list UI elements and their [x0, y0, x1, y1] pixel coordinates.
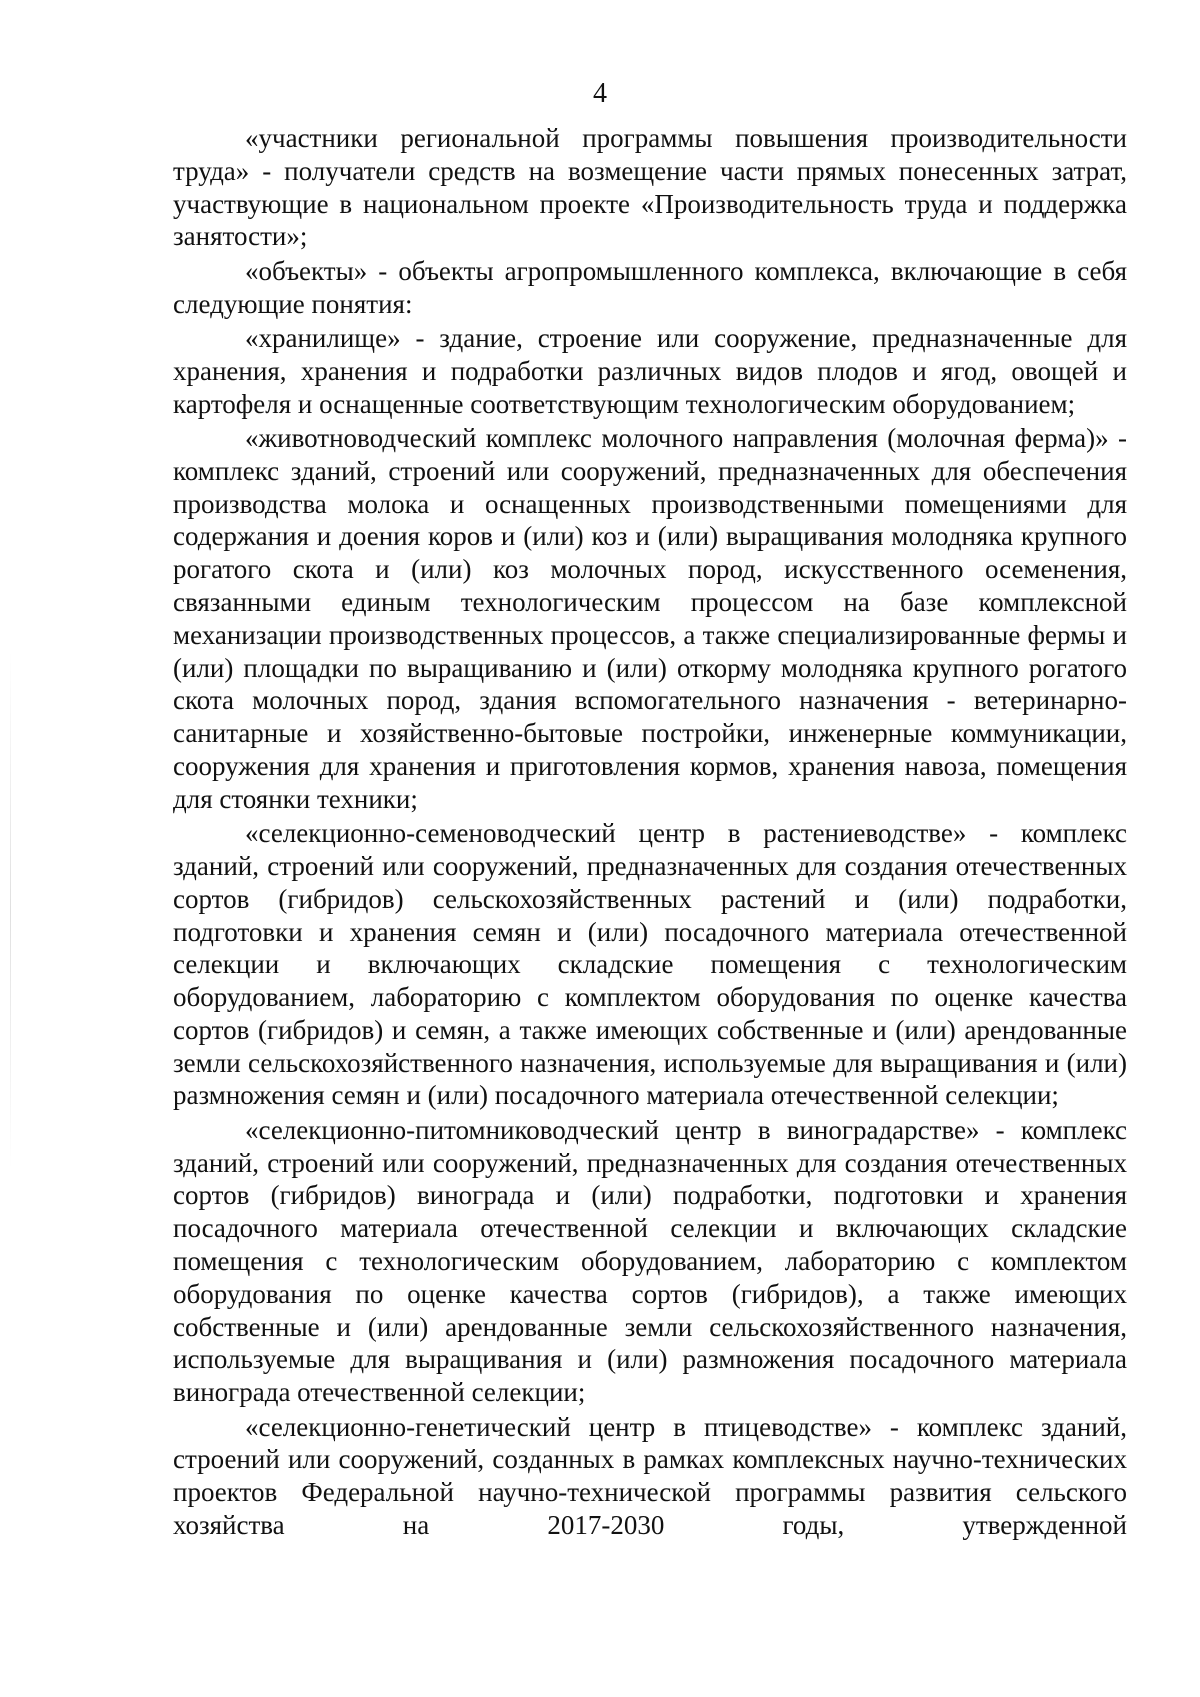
paragraph-seed-center: «селекционно-семеноводческий центр в растениеводстве» - комплекс зданий, строений или сооружений, предназначенных для создания отечественных сортов (гибридов) сельскохозяйственных растений и (или) подработки, подготовки и хранения семян и (или) посадочного материала отечественной селекции и включающих складские помещения с технологическим оборудованием, лабораторию с комплектом оборудования по оценке качества сортов (гибридов) и семян, а также имеющих собственные и (или) арендованные земли сельскохозяйственного назначения, используемые для выращивания и (или) размножения семян и (или) посадочного материала отечественной селекции; — [173, 818, 1127, 1111]
paragraph-objects: «объекты» - объекты агропромышленного комплекса, включающие в себя следующие понятия: — [173, 255, 1127, 319]
paragraph-poultry-genetic-center: «селекционно-генетический центр в птицеводстве» - комплекс зданий, строений или сооружений, созданных в рамках комплексных научно-технических проектов Федеральной научно-технической программы развития сельского хозяйства на 2017-2030 годы, утвержденной — [173, 1411, 1127, 1541]
paragraph-vine-nursery-center: «селекционно-питомниководческий центр в виноградарстве» - комплекс зданий, строений или сооружений, предназначенных для создания отечественных сортов (гибридов) винограда и (или) подработки, подготовки и хранения посадочного материала отечественной селекции и включающих складские помещения с технологическим оборудованием, лабораторию с комплектом оборудования по оценке качества сортов (гибридов), а также имеющих собственные и (или) арендованные земли сельскохозяйственного назначения, используемые для выращивания и (или) размножения посадочного материала винограда отечественной селекции; — [173, 1114, 1127, 1408]
scan-edge-shadow — [10, 650, 11, 1170]
document-body — [173, 122, 1127, 1543]
paragraph-productivity-participants: «участники региональной программы повышения производительности труда» - получатели средств на возмещение части прямых понесенных затрат, участвующие в национальном проекте «Производительность труда и поддержка занятости»; — [173, 123, 1127, 252]
page-number: 4 — [593, 78, 607, 109]
paragraph-storage: «хранилище» - здание, строение или сооружение, предназначенные для хранения, хранения и подработки различных видов плодов и ягод, овощей и картофеля и оснащенные соответствующим технологическим оборудованием; — [173, 322, 1127, 419]
paragraph-dairy-farm: «животноводческий комплекс молочного направления (молочная ферма)» - комплекс зданий, строений или сооружений, предназначенных для обеспечения производства молока и оснащенных производственными помещениями для содержания и доения коров и (или) коз и (или) выращивания молодняка крупного рогатого скота и (или) коз молочных пород, искусственного осеменения, связанными единым технологическим процессом на базе комплексной механизации производственных процессов, а также специализированные фермы и (или) площадки по выращиванию и (или) откорму молодняка крупного рогатого скота молочных пород, здания вспомогательного назначения - ветеринарно-санитарные и хозяйственно-бытовые постройки, инженерные коммуникации, сооружения для хранения и приготовления кормов, хранения навоза, помещения для стоянки техники; — [173, 422, 1127, 814]
